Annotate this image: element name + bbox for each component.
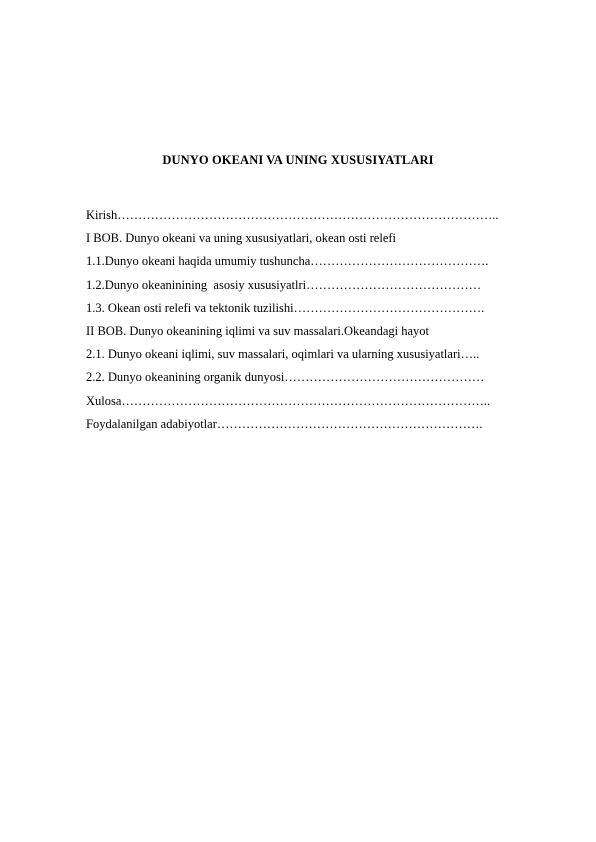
toc-entry-chapter-2: II BOB. Dunyo okeanining iqlimi va suv massalari.Okeandagi hayot (86, 324, 429, 339)
toc-entry-references: Foydalanilgan adabiyotlar………………………………………………………. (86, 416, 483, 431)
toc-entry-1-1: 1.1.Dunyo okeani haqida umumiy tushuncha……………………………………. (86, 254, 489, 269)
toc-entry-2-1: 2.1. Dunyo okeani iqlimi, suv massalari, oqimlari va ularning xususiyatlari….. (86, 347, 480, 362)
toc-entry-2-2: 2.2. Dunyo okeanining organik dunyosi………………………………………… (86, 370, 485, 385)
toc-entry-kirish: Kirish……………………………………………………………………………….. (86, 208, 499, 222)
table-of-contents (86, 204, 566, 436)
toc-entry-1-3: 1.3. Okean osti relefi va tektonik tuzilishi………………………………………. (86, 300, 485, 315)
document-title: DUNYO OKEANI VA UNING XUSUSIYATLARI (162, 153, 434, 167)
toc-entry-xulosa: Xulosa…………………………………………………………………………….. (86, 393, 491, 408)
toc-entry-1-2: 1.2.Dunyo okeaninining asosiy xususiyatlri…………………………………… (86, 277, 482, 292)
toc-entry-chapter-1: I BOB. Dunyo okeani va uning xususiyatlari, okean osti relefi (86, 231, 397, 246)
